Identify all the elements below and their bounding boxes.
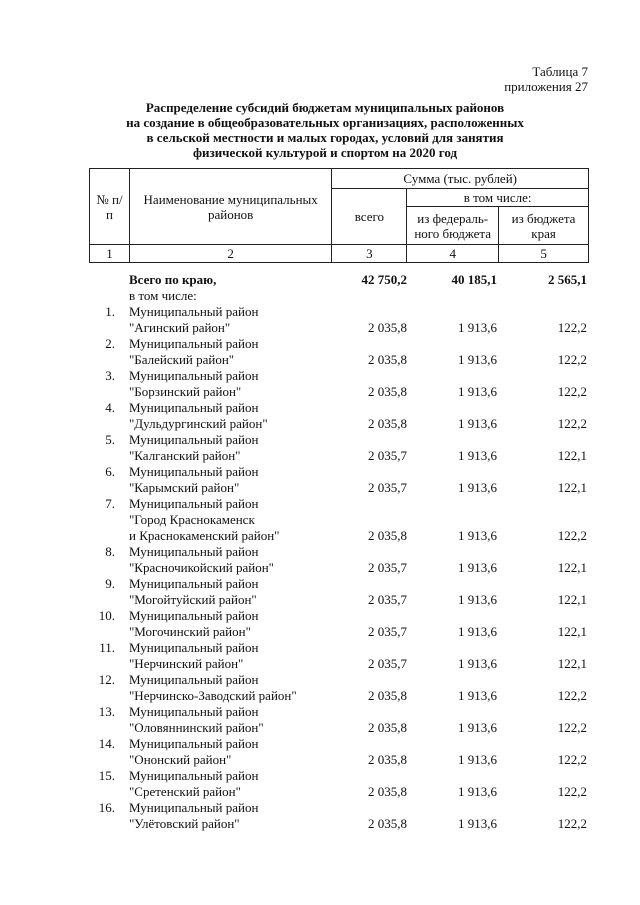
table-caption bbox=[504, 64, 588, 94]
district-name-line: и Краснокаменский район" bbox=[129, 528, 280, 543]
document-title bbox=[90, 100, 560, 160]
district-name-line: Муниципальный район bbox=[129, 304, 259, 319]
district-name-line: Муниципальный район bbox=[129, 368, 259, 383]
cell-federal: 1 913,6 bbox=[458, 528, 497, 543]
row-number: 3. bbox=[105, 368, 115, 383]
district-name-line: "Нерчинско-Заводский район" bbox=[129, 688, 297, 703]
title-line-2: на создание в общеобразовательных организациях, расположенных bbox=[126, 115, 524, 130]
table-row bbox=[89, 464, 589, 496]
district-name-line: Муниципальный район bbox=[129, 672, 259, 687]
cell-regional: 122,2 bbox=[557, 416, 587, 431]
table-row bbox=[89, 336, 589, 368]
caption-appendix: приложения 27 bbox=[504, 79, 588, 94]
table-row bbox=[89, 704, 589, 736]
district-name-line: Муниципальный район bbox=[129, 400, 259, 415]
cell-federal: 1 913,6 bbox=[458, 624, 497, 639]
district-name-line: Муниципальный район bbox=[129, 464, 259, 479]
district-name-line: Муниципальный район bbox=[129, 800, 259, 815]
cell-federal: 1 913,6 bbox=[458, 352, 497, 367]
header-name: Наименование муниципальных районов bbox=[129, 169, 332, 245]
header-col-4: 4 bbox=[407, 245, 499, 263]
cell-regional: 122,2 bbox=[557, 784, 587, 799]
cell-total: 2 035,8 bbox=[368, 752, 407, 767]
district-name-line: "Калганский район" bbox=[129, 448, 241, 463]
row-number: 14. bbox=[98, 736, 115, 751]
header-col-2: 2 bbox=[129, 245, 332, 263]
cell-federal: 1 913,6 bbox=[458, 592, 497, 607]
header-sum: Сумма (тыс. рублей) bbox=[332, 169, 589, 189]
district-name-line: "Борзинский район" bbox=[129, 384, 242, 399]
row-number: 5. bbox=[105, 432, 115, 447]
header-regional: из бюджета края bbox=[499, 207, 589, 245]
district-name-line: "Оловяннинский район" bbox=[129, 720, 264, 735]
cell-federal: 1 913,6 bbox=[458, 816, 497, 831]
district-name-line: "Улётовский район" bbox=[129, 816, 240, 831]
cell-regional: 122,1 bbox=[557, 448, 587, 463]
row-number: 1. bbox=[105, 304, 115, 319]
table-row bbox=[89, 768, 589, 800]
cell-total: 2 035,7 bbox=[368, 592, 407, 607]
cell-total: 2 035,8 bbox=[368, 816, 407, 831]
title-line-4: физической культурой и спортом на 2020 год bbox=[192, 145, 458, 160]
row-number: 4. bbox=[105, 400, 115, 415]
district-name-line: Муниципальный район bbox=[129, 336, 259, 351]
table-row bbox=[89, 672, 589, 704]
row-number: 11. bbox=[99, 640, 115, 655]
table-row bbox=[89, 544, 589, 576]
district-name-line: "Красночикойский район" bbox=[129, 560, 274, 575]
caption-table-number: Таблица 7 bbox=[532, 64, 588, 79]
cell-federal: 1 913,6 bbox=[458, 752, 497, 767]
cell-regional: 122,2 bbox=[557, 816, 587, 831]
table-row bbox=[89, 368, 589, 400]
header-col-1: 1 bbox=[90, 245, 130, 263]
cell-total: 2 035,8 bbox=[368, 720, 407, 735]
district-name-line: "Ононский район" bbox=[129, 752, 232, 767]
cell-regional: 122,1 bbox=[557, 624, 587, 639]
row-number: 2. bbox=[105, 336, 115, 351]
cell-regional: 122,1 bbox=[557, 656, 587, 671]
cell-federal: 1 913,6 bbox=[458, 416, 497, 431]
row-number: 10. bbox=[98, 608, 115, 623]
cell-total: 2 035,8 bbox=[368, 688, 407, 703]
cell-federal: 1 913,6 bbox=[458, 560, 497, 575]
row-number: 13. bbox=[98, 704, 115, 719]
cell-federal: 1 913,6 bbox=[458, 448, 497, 463]
district-name-line: "Дульдургинский район" bbox=[129, 416, 268, 431]
table-body bbox=[89, 272, 589, 832]
district-name-line: Муниципальный район bbox=[129, 736, 259, 751]
header-col-3: 3 bbox=[332, 245, 407, 263]
header-number: № п/п bbox=[90, 169, 130, 245]
table-row bbox=[89, 800, 589, 832]
title-line-1: Распределение субсидий бюджетам муниципальных районов bbox=[145, 100, 505, 115]
district-name-line: Муниципальный район bbox=[129, 432, 259, 447]
cell-total: 2 035,8 bbox=[368, 384, 407, 399]
table-row bbox=[89, 400, 589, 432]
cell-regional: 122,2 bbox=[557, 752, 587, 767]
cell-total: 2 035,7 bbox=[368, 624, 407, 639]
district-name-line: Муниципальный район bbox=[129, 608, 259, 623]
table-row bbox=[89, 496, 589, 544]
cell-total: 2 035,8 bbox=[368, 416, 407, 431]
cell-regional: 122,2 bbox=[557, 384, 587, 399]
table-row bbox=[89, 736, 589, 768]
table-row bbox=[89, 432, 589, 464]
district-name-line: Муниципальный район bbox=[129, 704, 259, 719]
header-including: в том числе: bbox=[407, 189, 589, 207]
cell-regional: 122,2 bbox=[557, 352, 587, 367]
row-number: 6. bbox=[105, 464, 115, 479]
district-name-line: "Нерчинский район" bbox=[129, 656, 244, 671]
table-row bbox=[89, 304, 589, 336]
cell-total: 2 035,8 bbox=[368, 528, 407, 543]
cell-federal: 1 913,6 bbox=[458, 784, 497, 799]
total-row bbox=[89, 272, 589, 304]
cell-total: 2 035,7 bbox=[368, 560, 407, 575]
district-name-line: Муниципальный район bbox=[129, 544, 259, 559]
cell-total: 2 035,7 bbox=[368, 480, 407, 495]
cell-total: 2 035,8 bbox=[368, 320, 407, 335]
cell-total: 2 035,8 bbox=[368, 784, 407, 799]
district-name-line: "Город Краснокаменск bbox=[129, 512, 255, 527]
cell-regional: 122,2 bbox=[557, 320, 587, 335]
cell-federal: 1 913,6 bbox=[458, 720, 497, 735]
table-row bbox=[89, 608, 589, 640]
cell-federal: 1 913,6 bbox=[458, 656, 497, 671]
district-name-line: Муниципальный район bbox=[129, 576, 259, 591]
cell-federal: 1 913,6 bbox=[458, 688, 497, 703]
header-federal: из федераль-ного бюджета bbox=[407, 207, 499, 245]
district-name-line: "Агинский район" bbox=[129, 320, 231, 335]
row-number: 12. bbox=[98, 672, 115, 687]
cell-regional: 122,1 bbox=[557, 560, 587, 575]
title-line-3: в сельской местности и малых городах, условий для занятия bbox=[146, 130, 504, 145]
cell-federal: 1 913,6 bbox=[458, 480, 497, 495]
cell-regional: 122,2 bbox=[557, 688, 587, 703]
total-sum: 42 750,2 bbox=[361, 272, 407, 287]
cell-federal: 1 913,6 bbox=[458, 320, 497, 335]
district-name-line: "Сретенский район" bbox=[129, 784, 241, 799]
row-number: 8. bbox=[105, 544, 115, 559]
cell-regional: 122,1 bbox=[557, 592, 587, 607]
row-number: 9. bbox=[105, 576, 115, 591]
table-header bbox=[89, 168, 589, 263]
district-name-line: Муниципальный район bbox=[129, 768, 259, 783]
row-number: 7. bbox=[105, 496, 115, 511]
cell-total: 2 035,8 bbox=[368, 352, 407, 367]
total-label: Всего по краю, bbox=[129, 272, 217, 287]
cell-regional: 122,2 bbox=[557, 720, 587, 735]
district-name-line: "Могочинский район" bbox=[129, 624, 251, 639]
table-row bbox=[89, 640, 589, 672]
cell-total: 2 035,7 bbox=[368, 448, 407, 463]
total-regional: 2 565,1 bbox=[548, 272, 587, 287]
district-name-line: Муниципальный район bbox=[129, 640, 259, 655]
district-name-line: "Могойтуйский район" bbox=[129, 592, 257, 607]
table-row bbox=[89, 576, 589, 608]
cell-regional: 122,1 bbox=[557, 480, 587, 495]
header-total: всего bbox=[332, 189, 407, 245]
cell-federal: 1 913,6 bbox=[458, 384, 497, 399]
total-including: в том числе: bbox=[129, 288, 197, 303]
total-federal: 40 185,1 bbox=[451, 272, 497, 287]
district-name-line: "Балейский район" bbox=[129, 352, 235, 367]
district-name-line: "Карымский район" bbox=[129, 480, 240, 495]
cell-regional: 122,2 bbox=[557, 528, 587, 543]
header-col-5: 5 bbox=[499, 245, 589, 263]
cell-total: 2 035,7 bbox=[368, 656, 407, 671]
district-name-line: Муниципальный район bbox=[129, 496, 259, 511]
row-number: 16. bbox=[98, 800, 115, 815]
row-number: 15. bbox=[98, 768, 115, 783]
